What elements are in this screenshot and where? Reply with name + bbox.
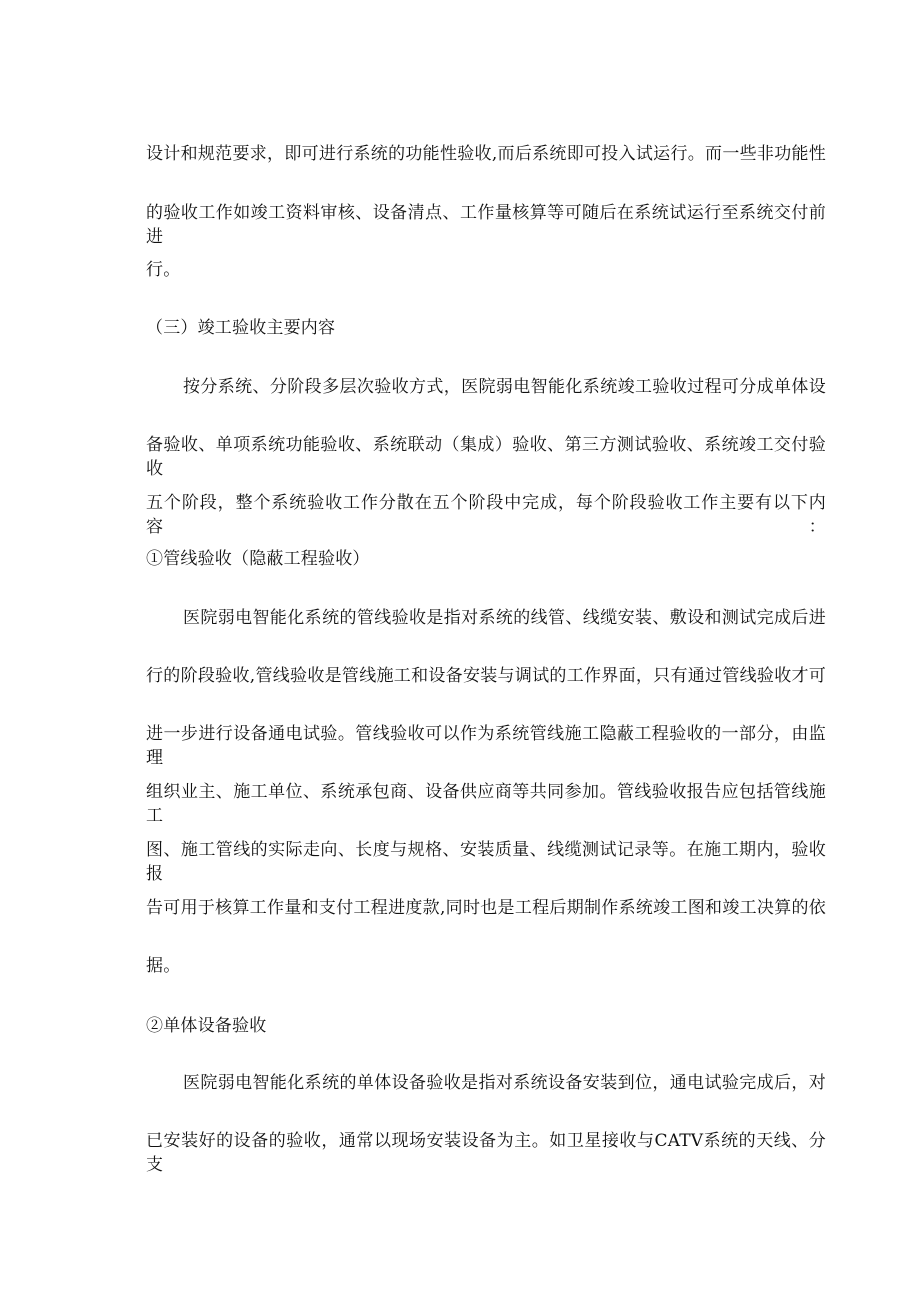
paragraph-3-line-5: 图、施工管线的实际走向、长度与规格、安装质量、线缆测试记录等。在施工期内，验收报 [146,840,826,884]
paragraph-3-line-6: 告可用于核算工作量和支付工程进度款,同时也是工程后期制作系统竣工图和竣工决算的依 [146,898,826,918]
section-heading: （三）竣工验收主要内容 [146,318,336,338]
paragraph-2-line-2: 备验收、单项系统功能验收、系统联动（集成）验收、第三方测试验收、系统竣工交付验收 [146,435,826,479]
paragraph-4-line-2: 已安装好的设备的验收，通常以现场安装设备为主。如卫星接收与CATV系统的天线、分支 [146,1131,826,1175]
subheading-pipeline-acceptance: ①管线验收（隐蔽工程验收） [146,549,370,569]
paragraph-2-line-1: 按分系统、分阶段多层次验收方式，医院弱电智能化系统竣工验收过程可分成单体设 [183,377,826,397]
paragraph-2-line-3: 五个阶段，整个系统验收工作分散在五个阶段中完成，每个阶段验收工作主要有以下内容： [146,493,826,537]
paragraph-3-line-7: 据。 [146,956,181,976]
paragraph-1-line-2: 的验收工作如竣工资料审核、设备清点、工作量核算等可随后在系统试运行至系统交付前进 [146,203,826,247]
paragraph-3-line-3: 进一步进行设备通电试验。管线验收可以作为系统管线施工隐蔽工程验收的一部分，由监理 [146,724,826,768]
paragraph-1-line-3: 行。 [146,260,181,280]
paragraph-1-line-1: 设计和规范要求，即可进行系统的功能性验收,而后系统即可投入试运行。而一些非功能性 [146,144,826,164]
paragraph-3-line-4: 组织业主、施工单位、系统承包商、设备供应商等共同参加。管线验收报告应包括管线施工 [146,782,826,826]
subheading-single-equipment-acceptance: ②单体设备验收 [146,1016,267,1036]
paragraph-3-line-1: 医院弱电智能化系统的管线验收是指对系统的线管、线缆安装、敷设和测试完成后进 [183,608,826,628]
paragraph-3-line-2: 行的阶段验收,管线验收是管线施工和设备安装与调试的工作界面，只有通过管线验收才可 [146,666,826,686]
paragraph-4-line-1: 医院弱电智能化系统的单体设备验收是指对系统设备安装到位，通电试验完成后，对 [183,1073,826,1093]
